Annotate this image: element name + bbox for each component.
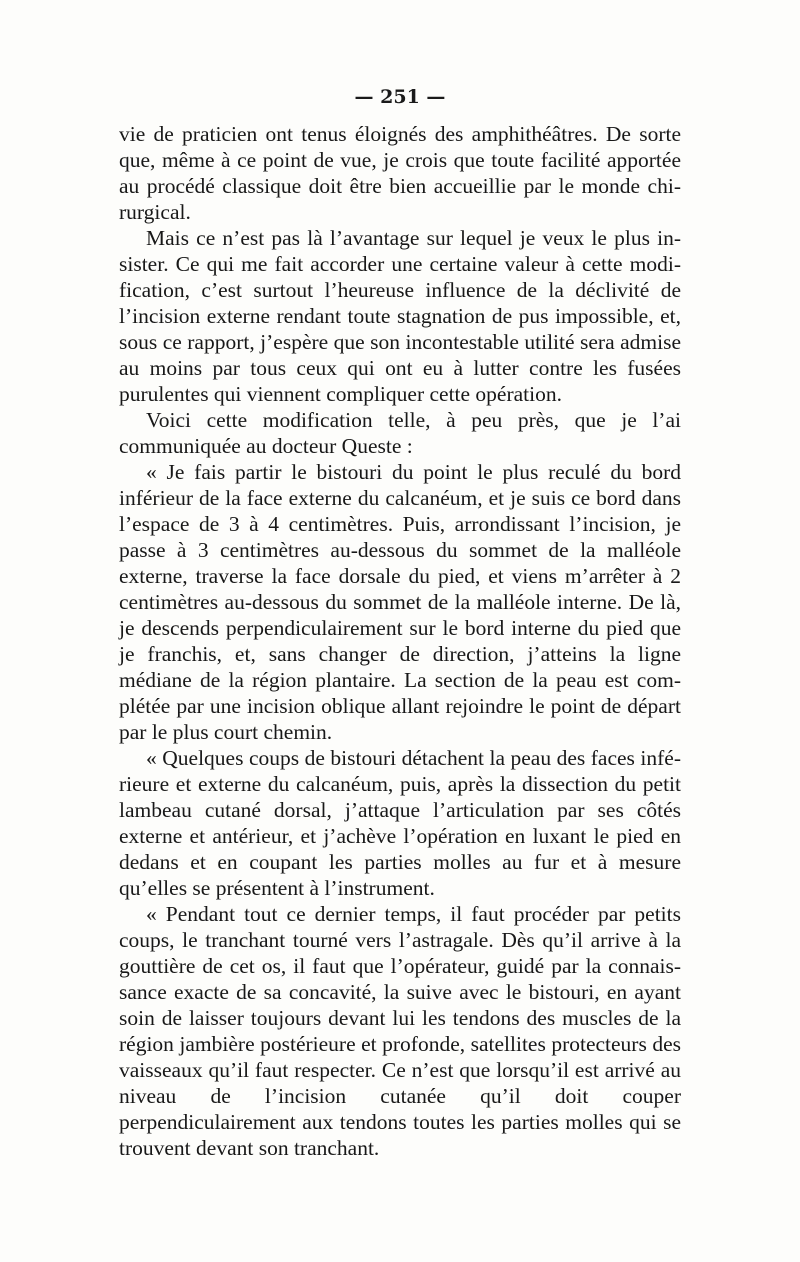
body-text [119, 121, 681, 1161]
page-number: — 251 — [354, 86, 446, 108]
paragraph-quote-dissection: « Quelques coups de bistouri détachent la peau des faces inférieure et externe du calcanéum, puis, après la dissection du petit lambeau cutané dorsal, j’attaque l’articulation par ses côtés externe et antérieur, et j’achève l’opération en luxant le pied en dedans et en coupant les parties molles au fur et à mesure qu’elles se présentent à l’instrument. [119, 746, 681, 900]
paragraph-quote-final-step: « Pendant tout ce dernier temps, il faut procéder par petits coups, le tranchant tourné vers l’astragale. Dès qu’il arrive à la gouttière de cet os, il faut que l’opérateur, guidé par la connaissance exacte de sa concavité, la suive avec le bistouri, en ayant soin de laisser toujours devant lui les tendons des muscles de la région jambière postérieure et profonde, satellites protecteurs des vaisseaux qu’il faut respecter. Ce n’est que lorsqu’il est arrivé au niveau de l’incision cutanée qu’il doit couper perpendiculairement aux tendons toutes les parties molles qui se trouvent devant son tranchant. [119, 902, 681, 1160]
paragraph-quote-incision: « Je fais partir le bistouri du point le plus reculé du bord inférieur de la face externe du calcanéum, et je suis ce bord dans l’espace de 3 à 4 centimètres. Puis, arrondissant l’incision, je passe à 3 centimètres au-dessous du sommet de la malléole externe, traverse la face dorsale du pied, et viens m’arrêter à 2 centimètres au-dessous du sommet de la malléole interne. De là, je descends perpendiculairement sur le bord interne du pied que je franchis, et, sans changer de direction, j’atteins la ligne médiane de la région plantaire. La section de la peau est complétée par une incision oblique allant rejoindre le point de départ par le plus court chemin. [119, 460, 681, 744]
paragraph-advantage: Mais ce n’est pas là l’avantage sur lequel je veux le plus insister. Ce qui me fait accorder une certaine valeur à cette modification, c’est surtout l’heureuse influence de la déclivité de l’incision externe rendant toute stagnation de pus impossible, et, sous ce rapport, j’espère que son incontestable utilité sera admise au moins par tous ceux qui ont eu à lutter contre les fusées purulentes qui viennent compliquer cette opération. [119, 226, 681, 406]
paragraph-continuation: vie de praticien ont tenus éloignés des amphithéâtres. De sorte que, même à ce point de vue, je crois que toute facilité apportée au procédé classique doit être bien accueillie par le monde chirurgical. [119, 122, 681, 224]
paragraph-modification-intro: Voici cette modification telle, à peu près, que je l’ai communiquée au docteur Queste : [119, 408, 681, 458]
